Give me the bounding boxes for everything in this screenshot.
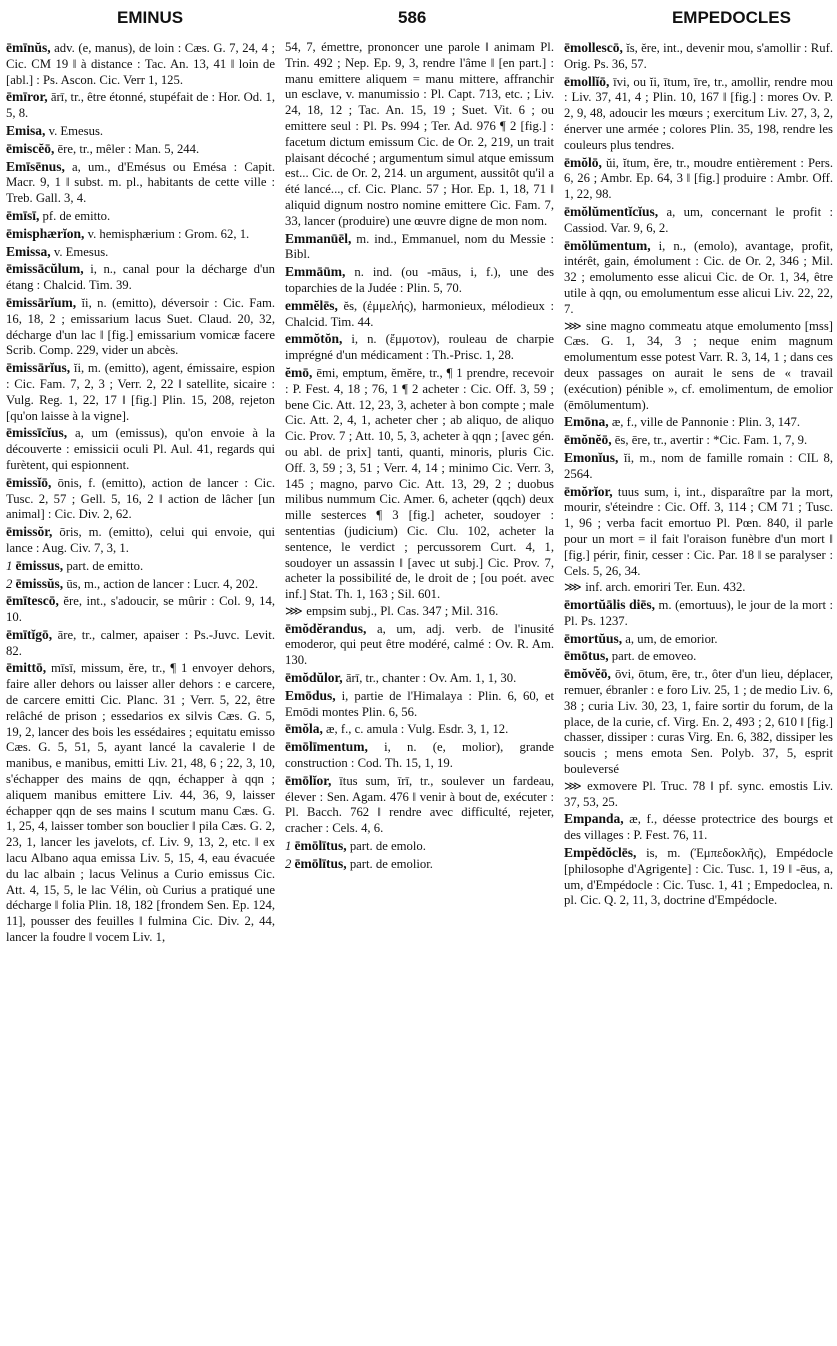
headword: ēmŏla, (285, 721, 323, 737)
headword: Emmanūēl, (285, 230, 352, 246)
headword: emmĕlēs, (285, 297, 338, 313)
headword: ēmŏnĕō, (564, 432, 612, 448)
headword: Emisa, (6, 122, 46, 138)
definition-text: m. (emortuus), le jour de la mort : Pl. Ps. 1237. (564, 598, 833, 628)
definition-text: i, n., (emolo), avantage, profit, intérêt, gain, émolument : Cic. de Or. 2, 346 ; Mil. 32 ; emolumento esse alicui Cic. de Or. 1, 34, être utile à qqn, ou emolumentum esse alicui Liv. 22, 22, 7. (564, 238, 833, 316)
definition-text: ōris, m. (emitto), celui qui envoie, qui lance : Aug. Civ. 7, 3, 1. (6, 525, 275, 555)
definition-text: ŭi, ĭtum, ĕre, tr., moudre entièrement : Pers. 6, 26 ; Ambr. Ep. 64, 3 ‖ [fig.] produire : Ambr. Off. 1, 22, 98. (564, 155, 833, 202)
definition-text: ĭi, m. (emitto), agent, émissaire, espion : Cic. Fam. 7, 2, 3 ; Verr. 2, 22 ‖ satellite, sicaire : Vulg. Reg. 1, 22, 17 ‖ [fig.] Plin. 15, 208, rejeton [qu'on laisse à la vigne]. (6, 361, 275, 423)
definition-text: a, um., d'Emésus ou Emésa : Capit. Macr. 9, 1 ‖ subst. m. pl., habitants de cette ville : Treb. Gall. 3, 4. (6, 159, 275, 206)
headword: ēmŏlō, (564, 154, 602, 170)
headword: ēmītĭgō, (6, 626, 53, 642)
definition-text: 54, 7, émettre, prononcer une parole ‖ animam Pl. Trin. 492 ; Nep. Ep. 9, 3, rendre l'âme ‖ [en part.] : manu emittere aliquem = manu mittere, affranchir un esclave, v. manumissio : Pl. Capt. 713, etc. ; Liv. 24, 18, 12 ; Tac. An. 15, 19 ; Suet. Vit. 6 ; ou emittere seul : Pl. Ps. 994 ; Ter. Ad. 976 ¶ 2 [fig.] : facetum dictum emissum Cic. de Or. 2, 219, un trait plaisant décoché ; argumentum simul atque emissum est... Cic. de Or. 2, 214. un argument, aussitôt qu'il a été lancé..., cf. Cic. Planc. 57 ; Hor. Ep. 1, 18, 71 ‖ aliquid dignum nostro nomine emittere Cic. Fam. 7, 33, lancer (produire) une œuvre digne de mon nom. (285, 40, 554, 228)
dictionary-entry (564, 155, 833, 203)
definition-text: part. de emoveo. (611, 649, 697, 664)
headword: ēmissĭō, (6, 474, 52, 490)
dictionary-entry (564, 597, 833, 630)
column-right (564, 40, 833, 1340)
headword: ēmŏlŭmentĭcĭus, (564, 203, 659, 219)
dictionary-entry (564, 845, 833, 909)
headword: ēmissŭs, (15, 575, 64, 591)
definition-text: pf. de emitto. (42, 208, 111, 223)
dictionary-entry (6, 159, 275, 207)
headword: ēmortŭālis diēs, (564, 597, 656, 613)
definition-text: a, um, de emorior. (625, 631, 718, 646)
dictionary-entry (564, 484, 833, 580)
definition-text: adv. (e, manus), de loin : Cæs. G. 7, 24, 4 ; Cic. CM 19 ‖ à distance : Tac. An. 13, 41 ‖ loin de [abl.] : Ps. Ascon. Cic. Verr 1, 125. (6, 41, 275, 87)
dictionary-entry (564, 204, 833, 237)
dictionary-entry (6, 558, 275, 575)
headword: ĕmō, (285, 364, 313, 380)
dictionary-entry (6, 524, 275, 557)
definition-text: ēs, ēre, tr., avertir : *Cic. Fam. 1, 7, 9. (614, 433, 808, 448)
headword: ēmītescō, (6, 593, 59, 609)
dictionary-entry (564, 811, 833, 844)
definition-text: i, n. (ἔμμοτον), rouleau de charpie imprégné d'un médicament : Th.-Prisc. 1, 28. (285, 332, 554, 363)
dictionary-entry (564, 40, 833, 73)
headword: ēmortŭus, (564, 630, 623, 646)
headword: emmŏtŏn, (285, 331, 343, 347)
definition-text: ōnis, f. (emitto), action de lancer : Cic. Tusc. 2, 57 ; Gell. 5, 16, 2 ‖ action de lâcher [un animal] : Cic. Div. 2, 62. (6, 475, 275, 522)
dictionary-entry (6, 226, 275, 243)
dictionary-entry (285, 721, 554, 738)
dictionary-entry (285, 40, 554, 230)
dictionary-entry (285, 604, 554, 620)
headword: ēmittō, (6, 660, 47, 676)
definition-text: æ, f., déesse protectrice des bourgs et des villages : P. Fest. 76, 11. (564, 812, 833, 843)
dictionary-entry (285, 231, 554, 264)
dictionary-entry (6, 475, 275, 523)
page-number: 586 (398, 8, 427, 27)
headword: ēmōlīmentum, (285, 739, 368, 755)
headword: ēmōlītus, (294, 855, 347, 871)
headword: ēmollĭō, (564, 73, 610, 89)
headword: Emōna, (564, 414, 609, 430)
headword: ēmiscĕō, (6, 140, 55, 156)
headword: ēmissīcĭus, (6, 425, 68, 441)
definition-text: ĕs, (ἐμμελής), harmonieux, mélodieux : Chalcid. Tim. 44. (285, 298, 554, 329)
dictionary-entry (6, 89, 275, 122)
definition-text: æ, f., ville de Pannonie : Plin. 3, 147. (611, 415, 801, 430)
definition-text: tuus sum, i, int., disparaître par la mort, mourir, s'éteindre : Cic. Off. 3, 114 ; CM 71 ; Tusc. 1, 96 ; verba facit emortuo Pl. Pœn. 840, il parle pour un mort = il fait l'oraison funèbre d'un mort ‖ [fig.] périr, finir, cesser : Cic. Par. 18 ‖ se paralyser : Cels. 5, 26, 34. (564, 484, 833, 578)
dictionary-entry (6, 627, 275, 660)
definition-text: āre, tr., calmer, apaiser : Ps.-Juvc. Levit. 82. (6, 627, 275, 658)
dictionary-entry (6, 261, 275, 294)
definition-text: m. ind., Emmanuel, nom du Messie : Bibl. (285, 231, 554, 262)
headword: ēmŏrĭor, (564, 483, 613, 499)
dictionary-entry (564, 779, 833, 811)
dictionary-entry (6, 40, 275, 88)
definition-text: part. de emitto. (66, 558, 144, 573)
headword: Empĕdŏclēs, (564, 845, 637, 861)
dictionary-entry (6, 593, 275, 626)
dictionary-entry (564, 414, 833, 431)
header-last-word: EMPEDOCLES (671, 8, 791, 27)
headword: ēmollescō, (564, 40, 623, 55)
definition-text: a, um, concernant le profit : Cassiod. Var. 9, 6, 2. (564, 204, 833, 235)
definition-text: ĕre, int., s'adoucir, se mûrir : Col. 9, 14, 10. (6, 594, 275, 625)
definition-text: ⋙ empsim subj., Pl. Cas. 347 ; Mil. 316. (285, 603, 499, 618)
headword: ēmīror, (6, 89, 48, 105)
definition-text: v. Emesus. (53, 244, 109, 259)
dictionary-entry (285, 365, 554, 603)
headword: ēmōlĭor, (285, 772, 332, 788)
dictionary-entry (564, 631, 833, 648)
dictionary-entry (564, 432, 833, 449)
homonym-number: 1 (285, 839, 292, 854)
dictionary-entry (6, 660, 275, 945)
column-left (6, 40, 275, 1340)
definition-text: ĭi, m., nom de famille romain : CIL 8, 2564. (564, 450, 833, 481)
dictionary-columns (6, 40, 834, 1340)
definition-text: i, partie de l'Himalaya : Plin. 6, 60, et Emōdi montes Plin. 6, 56. (285, 688, 554, 719)
headword: ēmŏlŭmentum, (564, 237, 651, 253)
definition-text: ārī, tr., être étonné, stupéfait de : Hor. Od. 1, 5, 8. (6, 90, 275, 121)
dictionary-entry (285, 856, 554, 873)
dictionary-entry (564, 648, 833, 665)
dictionary-entry (285, 621, 554, 669)
dictionary-entry (285, 331, 554, 364)
dictionary-entry (6, 208, 275, 225)
headword: ēmŏdŭlor, (285, 670, 343, 686)
headword: ēmŏvĕō, (564, 666, 611, 682)
dictionary-entry (285, 838, 554, 855)
headword: ēmōlītus, (294, 838, 347, 854)
definition-text: ⋙ exmovere Pl. Truc. 78 ‖ pf. sync. emostis Liv. 37, 53, 25. (564, 778, 833, 809)
headword: ēmisphærĭon, (6, 225, 85, 241)
dictionary-entry (6, 425, 275, 473)
dictionary-entry (564, 666, 833, 778)
headword: ēmīnŭs, (6, 40, 51, 55)
headword: ēmīsī, (6, 207, 40, 223)
homonym-number: 2 (6, 576, 13, 591)
header-first-word: EMINUS (117, 8, 184, 27)
definition-text: ārī, tr., chanter : Ov. Am. 1, 1, 30. (345, 671, 517, 686)
definition-text: æ, f., c. amula : Vulg. Esdr. 3, 1, 12. (326, 722, 509, 737)
dictionary-entry (564, 319, 833, 414)
headword: ēmōtus, (564, 648, 609, 664)
column-middle (285, 40, 554, 1340)
headword: ēmissācŭlum, (6, 261, 84, 277)
definition-text: ūs, m., action de lancer : Lucr. 4, 202. (66, 576, 258, 591)
headword: Emonĭus, (564, 449, 619, 465)
definition-text: ōvi, ōtum, ēre, tr., ôter d'un lieu, déplacer, remuer, ébranler : e foro Liv. 25, 1 ; de medio Liv. 6, 38 ; curia Liv. 30, 23, 1, faire sortir du forum, de la place, de la curie, cf. Virg. En. 2, 493 ; 2, 610 ‖ [fig.] chasser, dissiper : curas Virg. En. 6, 382, dissiper les soucis ; mens emota Sen. Polyb. 37, 5, esprit bouleversé (564, 667, 833, 777)
headword: ēmissārĭus, (6, 360, 71, 376)
dictionary-entry (285, 739, 554, 772)
definition-text: n. ind. (ou -māus, i, f.), une des toparchies de la Judée : Plin. 5, 70. (285, 265, 554, 295)
dictionary-entry (564, 450, 833, 483)
dictionary-entry (564, 74, 833, 154)
definition-text: a, um, adj. verb. de l'inusité emoderor, qui peut être modéré, calmé : Ov. R. Am. 130. (285, 621, 554, 668)
definition-text: ĭi, n. (emitto), déversoir : Cic. Fam. 16, 18, 2 ; emissarium lacus Suet. Claud. 20, 32, décharge d'un lac ‖ [fig.] emissarium vomicæ facere Scrib. Comp. 229, vider un abcès. (6, 295, 275, 358)
running-header (0, 8, 837, 34)
homonym-number: 1 (6, 558, 13, 573)
definition-text: v. Emesus. (48, 123, 104, 138)
headword: Emōdus, (285, 687, 336, 703)
dictionary-entry (6, 360, 275, 424)
definition-text: i, n., canal pour la décharge d'un étang : Chalcid. Tim. 39. (6, 262, 275, 293)
headword: ēmŏdĕrandus, (285, 620, 367, 636)
dictionary-entry (6, 295, 275, 359)
dictionary-entry (285, 264, 554, 297)
definition-text: ītus sum, īrī, tr., soulever un fardeau, élever : Sen. Agam. 476 ‖ venir à bout de, exécuter : Pl. Bacch. 762 ‖ rendre avec difficulté, rejeter, cracher : Cels. 4, 6. (285, 773, 554, 836)
definition-text: ēmi, emptum, ĕmĕre, tr., ¶ 1 prendre, recevoir : P. Fest. 4, 18 ; 76, 1 ¶ 2 acheter : Cic. Off. 3, 59 ; bene Cic. Att. 12, 23, 3, acheter à bon compte ; male Cic. Att. 2, 4, 1, acheter cher ; ab aliquo, de aliquo Cic. Prov. 7 ; Att. 10, 5, 3, acheter à qqn ; [avec gén. ou abl. de prix] tanti, quanti, minoris, pluris Cic. Off. 3, 59 ; 3, 51 ; Verr. 4, 14 ; minimo Cic. Verr. 3, 145 ; magno, parvo Cic. Att. 13, 29, 2 ; duobus milibus nummum Cic. Amer. 6, acheter (qqch) deux mille sesterces ¶ 3 [fig.] acheter, soudoyer : sententias (judicium) Cic. Clu. 102, acheter la sentence, le verdict ; percussorem Curt. 4, 1, soudoyer un assassin ‖ [avec ut subj.] Cic. Prov. 7, acheter la possibilité de, le droit de ; [ou poét. avec inf.] Stat. Th. 1, 163 ; Sil. 601. (285, 365, 554, 602)
dictionary-entry (564, 580, 833, 596)
definition-text: v. hemisphærium : Grom. 62, 1. (87, 226, 250, 241)
dictionary-entry (564, 238, 833, 318)
headword: Emīsēnus, (6, 158, 65, 174)
dictionary-entry (6, 244, 275, 261)
definition-text: ĭs, ĕre, int., devenir mou, s'amollir : Ruf. Orig. Ps. 36, 57. (564, 41, 833, 71)
headword: Empanda, (564, 811, 624, 827)
homonym-number: 2 (285, 856, 292, 871)
dictionary-entry (285, 298, 554, 331)
definition-text: part. de emolo. (349, 839, 426, 854)
dictionary-entry (6, 123, 275, 140)
headword: ēmissus, (15, 557, 64, 573)
definition-text: ⋙ inf. arch. emoriri Ter. Eun. 432. (564, 580, 746, 595)
headword: ēmissŏr, (6, 524, 53, 540)
dictionary-entry (6, 141, 275, 158)
dictionary-entry (285, 688, 554, 721)
dictionary-entry (285, 773, 554, 837)
definition-text: i, n. (e, molior), grande construction : Cod. Th. 15, 1, 19. (285, 740, 554, 771)
definition-text: is, m. (Ἐμπεδοκλῆς), Empédocle [philosophe d'Agrigente] : Cic. Tusc. 1, 19 ‖ -ēus, a, um, d'Empédocle : Cic. Tusc. 1, 41 ; Empedoclea, n. pl. Cic. Q. 2, 11, 3, doctrine d'Empédocle. (564, 846, 833, 908)
definition-text: īvi, ou ĭi, ītum, īre, tr., amollir, rendre mou : Liv. 37, 41, 4 ; Plin. 10, 167 ‖ [fig.] : mores Ov. P. 2, 9, 48, adoucir les mœurs ; exercitum Liv. 27, 3, 2, énerver une armée ; colores Plin. 35, 198, rendre les couleurs plus tendres. (564, 74, 833, 152)
definition-text: a, um (emissus), qu'on envoie à la découverte : emissicii oculi Pl. Aul. 41, regards qui furètent, qui espionnent. (6, 426, 275, 472)
dictionary-entry (285, 670, 554, 687)
headword: Emmāūm, (285, 264, 346, 280)
headword: ēmissārĭum, (6, 294, 77, 310)
definition-text: part. de emolior. (349, 856, 433, 871)
definition-text: mīsī, missum, ĕre, tr., ¶ 1 envoyer dehors, faire aller dehors ou laisser aller dehors : e carcere, de carcere emitti Cic. Planc. 31 ; Verr. 5, 22, être relâché de prison ; essedarios ex silvis Cæs. G. 5, 19, 2, lancer des bois les essédaires ; equitatu emisso Cæs. G. 5, 51, 5, ayant lancé la cavalerie ‖ de manibus, e manibus, emitti Liv. 21, 48, 6 ; 22, 3, 10, s'échapper des mains de qqn, échapper à qqn ; aliquem manibus emittere Liv. 44, 36, 9, laisser échapper qqn de ses mains ‖ scutum manu Cæs. G. 1, 25, 4, laisser tomber son bouclier ‖ pila Cæs. G. 2, 23, 1, lancer les javelots, cf. Liv. 9, 13, 2, etc. ‖ ex lacu Albano aqua emissa Liv. 5, 15, 4, eau évacuée du lac albain ; lacus Velinus a Curio emissus Cic. Att. 4, 15, 5, le lac Vélin, où Curius a pratiqué une décharge ‖ folia Plin. 18, 182 [frondem Sen. Ep. 124, 11], pousser des feuilles ‖ fulmina Cic. Div. 2, 44, lancer la foudre ‖ vocem Liv. 1, (6, 661, 275, 945)
definition-text: ⋙ sine magno commeatu atque emolumento [mss] Cæs. G. 1, 34, 3 ; neque enim magnum emolumentum esse potest Varr. R. 3, 14, 1 ; dans ces deux passages on aurait le sens de « travail (exécution) pénible », cf. emolimentum, de emolior (ēmōlumentum). (564, 318, 833, 412)
definition-text: ēre, tr., mêler : Man. 5, 244. (57, 141, 200, 156)
headword: Emissa, (6, 243, 51, 259)
dictionary-entry (6, 576, 275, 593)
